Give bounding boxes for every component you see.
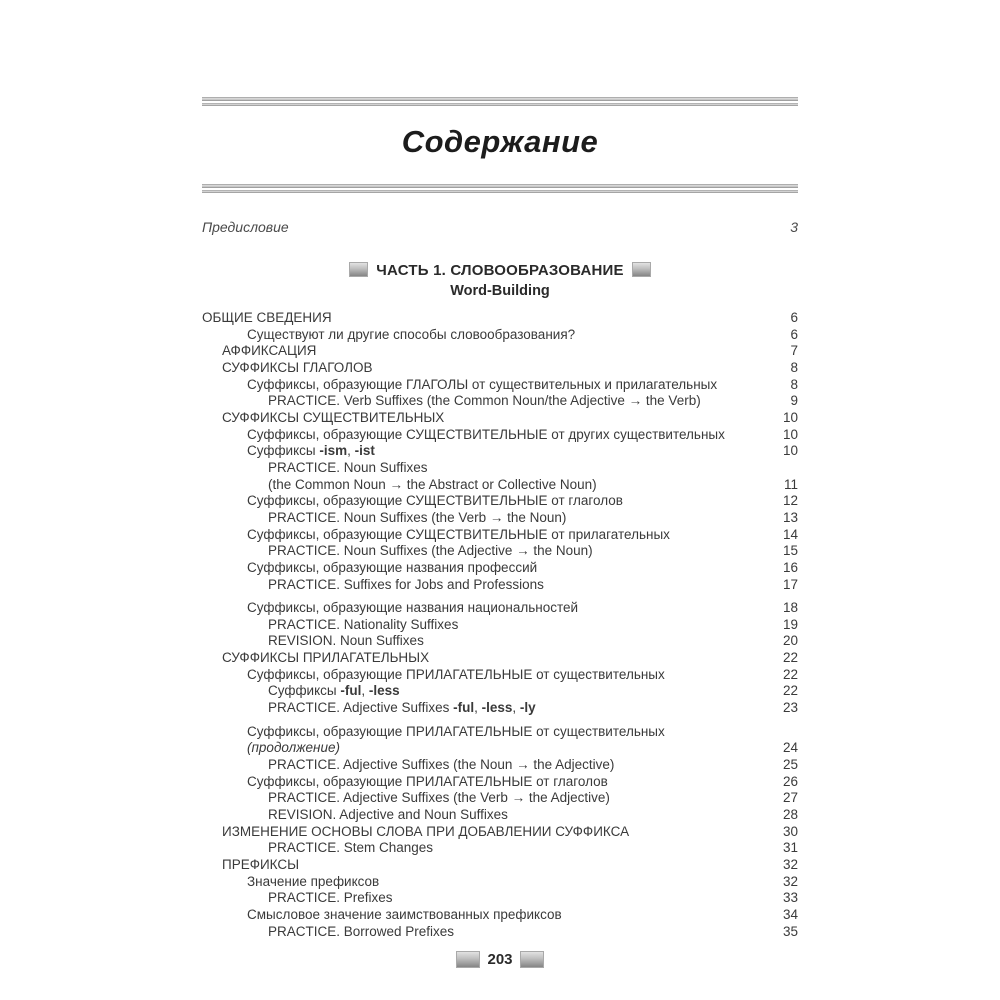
toc-entry-label: PRACTICE. Adjective Suffixes (the Noun → the Adjective) bbox=[268, 757, 615, 773]
toc-entry-label: PRACTICE. Verb Suffixes (the Common Noun/the Adjective → the Verb) bbox=[268, 393, 701, 409]
toc-entry-page: 18 bbox=[782, 600, 798, 616]
toc-row bbox=[202, 924, 798, 941]
toc-row bbox=[202, 360, 798, 377]
toc-entry-page: 28 bbox=[782, 807, 798, 823]
top-double-rule bbox=[202, 97, 798, 106]
toc-entry-page: 35 bbox=[782, 923, 798, 939]
toc-entry-page: 9 bbox=[790, 393, 798, 409]
toc-entry-page: 11 bbox=[783, 476, 798, 492]
toc-entry-label: СУФФИКСЫ ГЛАГОЛОВ bbox=[222, 359, 373, 375]
section-marker-icon bbox=[456, 951, 480, 968]
toc-row bbox=[202, 907, 798, 924]
toc-entry-page: 6 bbox=[790, 326, 798, 342]
toc-row bbox=[202, 560, 798, 577]
toc-entry-page: 23 bbox=[782, 700, 798, 716]
toc-row bbox=[202, 327, 798, 344]
toc-entry-label: PRACTICE. Borrowed Prefixes bbox=[268, 923, 455, 939]
toc-entry-label: Суффиксы -ism, -ist bbox=[247, 443, 375, 459]
toc-row bbox=[202, 790, 798, 807]
toc-row bbox=[202, 774, 798, 791]
toc-entry-label: АФФИКСАЦИЯ bbox=[222, 343, 317, 359]
toc-row bbox=[202, 650, 798, 667]
toc-entry-page: 10 bbox=[782, 443, 798, 459]
toc-entry-page: 26 bbox=[782, 773, 798, 789]
toc-entry-page: 32 bbox=[782, 873, 798, 889]
toc-row bbox=[202, 757, 798, 774]
toc-row bbox=[202, 460, 798, 477]
toc-entry-label: Суффиксы, образующие названия профессий bbox=[247, 559, 538, 575]
toc-entry-page: 31 bbox=[782, 840, 798, 856]
toc-entry-label: Суффиксы -ful, -less bbox=[268, 683, 400, 699]
toc-entry-page: 32 bbox=[782, 857, 798, 872]
toc-row bbox=[202, 310, 798, 327]
preface-row bbox=[202, 219, 798, 235]
toc-row bbox=[202, 477, 798, 494]
rule-bar-thin bbox=[202, 190, 798, 193]
toc-entry-label: (продолжение) bbox=[247, 740, 340, 756]
preface-page: 3 bbox=[790, 219, 798, 235]
toc-row bbox=[202, 527, 798, 544]
toc-entry-label: PRACTICE. Nationality Suffixes bbox=[268, 616, 459, 632]
toc-entry-label: ИЗМЕНЕНИЕ ОСНОВЫ СЛОВА ПРИ ДОБАВЛЕНИИ СУФФИКСА bbox=[222, 823, 630, 839]
toc-entry-page: 22 bbox=[782, 650, 798, 666]
toc-list bbox=[202, 310, 798, 940]
toc-entry-label: PRACTICE. Noun Suffixes (the Adjective → the Noun) bbox=[268, 543, 593, 559]
toc-row bbox=[202, 724, 798, 741]
toc-row bbox=[202, 683, 798, 700]
toc-entry-label: REVISION. Adjective and Noun Suffixes bbox=[268, 807, 508, 823]
toc-entry-label: PRACTICE. Noun Suffixes (the Verb → the Noun) bbox=[268, 509, 567, 525]
toc-entry-label: Суффиксы, образующие ПРИЛАГАТЕЛЬНЫЕ от глаголов bbox=[247, 773, 608, 789]
toc-entry-label: СУФФИКСЫ СУЩЕСТВИТЕЛЬНЫХ bbox=[222, 409, 445, 425]
toc-entry-page: 8 bbox=[790, 376, 798, 392]
toc-row bbox=[202, 600, 798, 617]
footer-page-number: 203 bbox=[487, 951, 513, 969]
toc-entry-page: 20 bbox=[782, 633, 798, 649]
rule-bar-thin bbox=[202, 103, 798, 106]
toc-entry-label: Суффиксы, образующие СУЩЕСТВИТЕЛЬНЫЕ от других существительных bbox=[247, 426, 725, 442]
toc-entry-page: 7 bbox=[790, 343, 798, 359]
toc-entry-label: ОБЩИЕ СВЕДЕНИЯ bbox=[202, 310, 332, 325]
mid-double-rule bbox=[202, 184, 798, 193]
toc-row bbox=[202, 510, 798, 527]
toc-row bbox=[202, 577, 798, 594]
toc-entry-page: 16 bbox=[782, 559, 798, 575]
toc-entry-page: 12 bbox=[782, 493, 798, 509]
toc-row bbox=[202, 393, 798, 410]
toc-entry-page: 22 bbox=[782, 666, 798, 682]
toc-row bbox=[202, 543, 798, 560]
toc-entry-page: 10 bbox=[782, 426, 798, 442]
toc-row bbox=[202, 443, 798, 460]
part-subtitle: Word-Building bbox=[450, 283, 550, 299]
toc-row bbox=[202, 840, 798, 857]
toc-row bbox=[202, 824, 798, 841]
toc-entry-page: 10 bbox=[782, 409, 798, 425]
toc-row bbox=[202, 493, 798, 510]
toc-entry-page: 14 bbox=[782, 526, 798, 542]
toc-row bbox=[202, 633, 798, 650]
toc-row bbox=[202, 617, 798, 634]
toc-entry-label: Смысловое значение заимствованных префиксов bbox=[247, 906, 562, 922]
toc-entry-label: Суффиксы, образующие ГЛАГОЛЫ от существительных и прилагательных bbox=[247, 376, 718, 392]
toc-entry-label: Значение префиксов bbox=[247, 873, 380, 889]
part-header-text: ЧАСТЬ 1. СЛОВООБРАЗОВАНИЕ bbox=[376, 262, 624, 279]
section-marker-icon bbox=[349, 262, 368, 277]
toc-entry-label: Суффиксы, образующие ПРИЛАГАТЕЛЬНЫЕ от существительных bbox=[247, 666, 665, 682]
toc-entry-label: PRACTICE. Prefixes bbox=[268, 890, 393, 906]
preface-label: Предисловие bbox=[202, 219, 289, 235]
section-marker-icon bbox=[520, 951, 544, 968]
toc-entry-label: Существуют ли другие способы словообразования? bbox=[247, 326, 576, 342]
toc-entry-page: 34 bbox=[782, 906, 798, 922]
toc-entry-page: 6 bbox=[790, 310, 798, 325]
toc-entry-label: Суффиксы, образующие ПРИЛАГАТЕЛЬНЫЕ от существительных bbox=[247, 723, 665, 739]
toc-entry-label: (the Common Noun → the Abstract or Collective Noun) bbox=[268, 476, 597, 492]
toc-entry-page: 30 bbox=[782, 823, 798, 839]
toc-row bbox=[202, 874, 798, 891]
toc-entry-page: 8 bbox=[790, 359, 798, 375]
toc-entry-label: PRACTICE. Stem Changes bbox=[268, 840, 434, 856]
toc-page bbox=[202, 0, 798, 968]
toc-row bbox=[202, 343, 798, 360]
toc-entry-page: 15 bbox=[782, 543, 798, 559]
toc-row bbox=[202, 427, 798, 444]
toc-entry-label: PRACTICE. Adjective Suffixes (the Verb → the Adjective) bbox=[268, 790, 610, 806]
toc-entry-label: Суффиксы, образующие СУЩЕСТВИТЕЛЬНЫЕ от глаголов bbox=[247, 493, 623, 509]
toc-entry-page: 27 bbox=[782, 790, 798, 806]
toc-row bbox=[202, 667, 798, 684]
toc-entry-label: ПРЕФИКСЫ bbox=[222, 857, 300, 872]
toc-entry-label: PRACTICE. Noun Suffixes bbox=[268, 459, 428, 475]
toc-entry-label: PRACTICE. Adjective Suffixes -ful, -less, -ly bbox=[268, 700, 536, 716]
toc-row bbox=[202, 700, 798, 717]
toc-entry-page: 24 bbox=[782, 740, 798, 756]
toc-entry-page: 22 bbox=[782, 683, 798, 699]
toc-row bbox=[202, 410, 798, 427]
toc-row bbox=[202, 377, 798, 394]
toc-row bbox=[202, 807, 798, 824]
toc-entry-label: Суффиксы, образующие СУЩЕСТВИТЕЛЬНЫЕ от прилагательных bbox=[247, 526, 670, 542]
toc-entry-page: 13 bbox=[782, 509, 798, 525]
part-header bbox=[202, 262, 798, 279]
toc-entry-label: Суффиксы, образующие названия национальностей bbox=[247, 600, 579, 616]
toc-row bbox=[202, 740, 798, 757]
toc-entry-page: 25 bbox=[782, 757, 798, 773]
toc-entry-page: 33 bbox=[782, 890, 798, 906]
page-title: Содержание bbox=[401, 124, 599, 159]
toc-row bbox=[202, 890, 798, 907]
toc-entry-label: СУФФИКСЫ ПРИЛАГАТЕЛЬНЫХ bbox=[222, 650, 430, 666]
toc-entry-label: REVISION. Noun Suffixes bbox=[268, 633, 424, 649]
toc-entry-page: 17 bbox=[782, 576, 798, 592]
toc-entry-label: PRACTICE. Suffixes for Jobs and Professions bbox=[268, 576, 544, 592]
section-marker-icon bbox=[632, 262, 651, 277]
toc-entry-page: 19 bbox=[782, 616, 798, 632]
toc-row bbox=[202, 857, 798, 874]
page-footer bbox=[202, 951, 798, 968]
